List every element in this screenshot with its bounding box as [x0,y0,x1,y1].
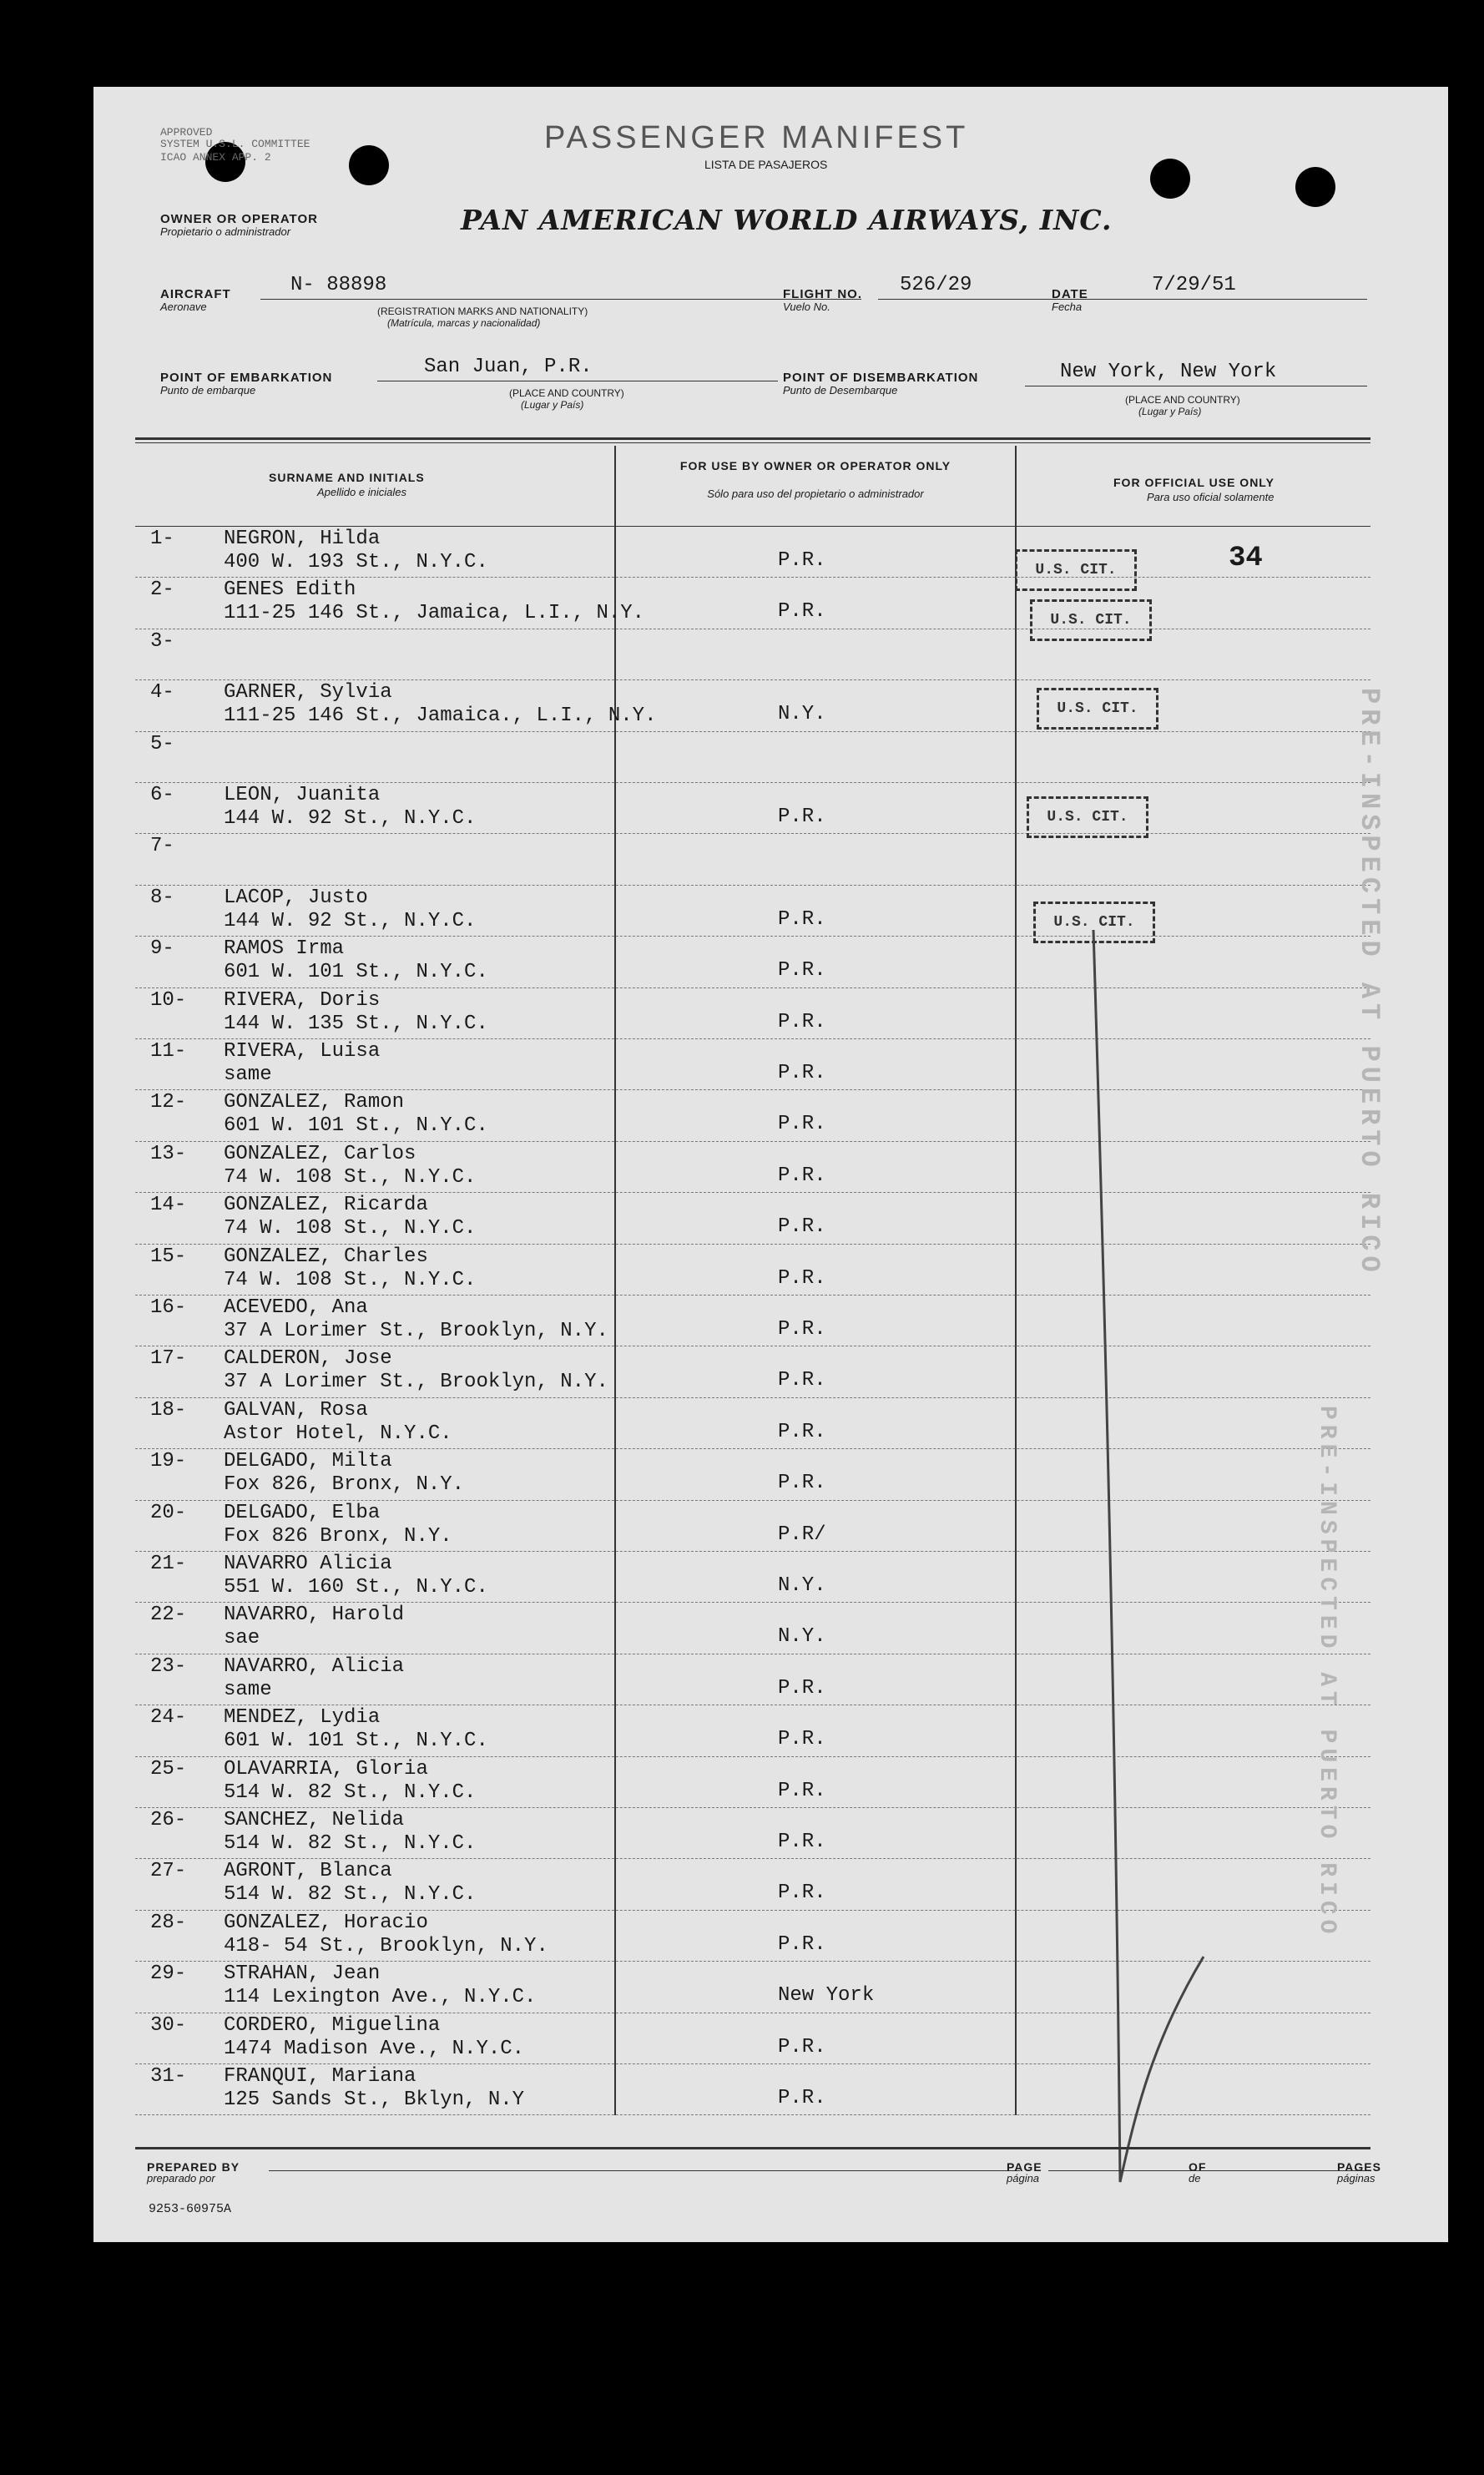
row-number: 21- [150,1553,187,1575]
disembark-label-es: Punto de Desembarque [783,384,898,397]
passenger-name: RAMOS Irma [224,937,345,961]
row-number: 2- [150,578,174,602]
pages-label: PAGES [1337,2160,1381,2174]
row-number: 11- [150,1040,187,1063]
passenger-address: 125 Sands St., Bklyn, N.Y [224,2089,525,2111]
passenger-destination: P.R. [778,2087,826,2109]
aircraft-value: N- 88898 [290,274,387,296]
embark-place-note: (PLACE AND COUNTRY) [509,387,624,399]
date-label-es: Fecha [1052,301,1083,313]
passenger-name: GALVAN, Rosa [224,1398,368,1422]
passenger-destination: P.R. [778,1062,826,1084]
col-header-surname: SURNAME AND INITIALS [269,471,425,484]
passenger-name: AGRONT, Blanca [224,1860,392,1883]
passenger-address: Fox 826, Bronx, N.Y. [224,1473,465,1497]
passenger-address: Astor Hotel, N.Y.C. [224,1422,452,1445]
row-number: 24- [150,1706,187,1730]
of-label-es: de [1189,2172,1201,2185]
passenger-destination: P.R. [778,806,826,828]
passenger-address: 400 W. 193 St., N.Y.C. [224,551,488,573]
row-number: 19- [150,1450,187,1473]
passenger-address: 37 A Lorimer St., Brooklyn, N.Y. [224,1371,608,1394]
date-label: DATE [1052,287,1088,301]
approval-line: ICAO ANNEX APP. 2 [160,151,271,164]
owner-label-es: Propietario o administrador [160,225,291,238]
prepared-by-label: PREPARED BY [147,2160,240,2174]
passenger-address: sae [224,1627,260,1650]
row-number: 3- [150,629,174,653]
disembark-place-note: (PLACE AND COUNTRY) [1125,394,1240,406]
passenger-destination: P.R. [778,1318,826,1341]
passenger-name: NEGRON, Hilda [224,528,381,550]
passenger-address: 114 Lexington Ave., N.Y.C. [224,1986,537,2009]
passenger-name: LEON, Juanita [224,784,381,806]
passenger-name: RIVERA, Luisa [224,1040,381,1063]
page-label: PAGE [1007,2160,1042,2174]
col-header-owner-use: FOR USE BY OWNER OR OPERATOR ONLY [679,459,951,472]
passenger-address: 514 W. 82 St., N.Y.C. [224,1832,477,1855]
aircraft-label-es: Aeronave [160,301,207,313]
passenger-name: CALDERON, Jose [224,1347,392,1371]
passenger-destination: P.R. [778,1113,826,1136]
passenger-name: GARNER, Sylvia [224,681,392,705]
passenger-name: FRANQUI, Mariana [224,2065,416,2088]
punch-hole [349,145,389,185]
col-header-official-es: Para uso oficial solamente [1147,491,1275,503]
row-divider [135,782,1370,783]
passenger-address: 74 W. 108 St., N.Y.C. [224,1165,477,1189]
aircraft-note: (REGISTRATION MARKS AND NATIONALITY) [377,306,588,317]
aircraft-label: AIRCRAFT [160,287,231,301]
passenger-address: 144 W. 92 St., N.Y.C. [224,807,477,830]
embark-value: San Juan, P.R. [424,356,593,378]
row-number: 23- [150,1654,187,1678]
passenger-name: RIVERA, Doris [224,988,381,1012]
disembark-place-note-es: (Lugar y País) [1138,406,1202,417]
passenger-name: NAVARRO, Harold [224,1604,405,1627]
passenger-destination: P.R. [778,1266,826,1290]
passenger-name: OLAVARRIA, Gloria [224,1757,428,1780]
approval-line: APPROVED [160,126,213,139]
passenger-name: MENDEZ, Lydia [224,1706,381,1730]
us-citizen-stamp: U.S. CIT. [1033,902,1155,943]
row-number: 15- [150,1245,187,1268]
operator-name: PAN AMERICAN WORLD AIRWAYS, INC. [461,204,1113,236]
col-header-official: FOR OFFICIAL USE ONLY [1113,476,1275,489]
us-citizen-stamp: U.S. CIT. [1030,599,1152,641]
embark-place-note-es: (Lugar y País) [521,399,584,411]
passenger-address: 37 A Lorimer St., Brooklyn, N.Y. [224,1320,608,1342]
preinspected-stamp: PRE-INSPECTED AT PUERTO RICO [1314,1406,1340,1939]
row-number: 8- [150,886,174,909]
passenger-name: GONZALEZ, Ramon [224,1091,405,1114]
row-number: 29- [150,1962,187,1986]
passenger-name: ACEVEDO, Ana [224,1296,368,1319]
passenger-address: 601 W. 101 St., N.Y.C. [224,1730,488,1753]
passenger-address: 601 W. 101 St., N.Y.C. [224,1114,488,1138]
passenger-name: NAVARRO Alicia [224,1553,392,1575]
approval-line: SYSTEM U.S.L. COMMITTEE [160,138,310,150]
passenger-address: 514 W. 82 St., N.Y.C. [224,1883,477,1907]
passenger-address: 111-25 146 St., Jamaica, L.I., N.Y. [224,602,645,625]
row-number: 27- [150,1860,187,1883]
of-label: OF [1189,2160,1207,2174]
passenger-address: 601 W. 101 St., N.Y.C. [224,961,488,984]
passenger-address: 111-25 146 St., Jamaica., L.I., N.Y. [224,705,657,728]
passenger-name: LACOP, Justo [224,886,368,909]
col-header-surname-es: Apellido e iniciales [317,486,406,498]
passenger-address: same [224,1678,272,1701]
passenger-address: 418- 54 St., Brooklyn, N.Y. [224,1934,548,1957]
passenger-name: DELGADO, Elba [224,1501,381,1524]
passenger-name: GONZALEZ, Carlos [224,1142,416,1165]
passenger-name: GONZALEZ, Horacio [224,1911,428,1934]
preinspected-stamp: PRE-INSPECTED AT PUERTO RICO [1354,688,1385,1277]
row-number: 13- [150,1142,187,1165]
passenger-destination: P.R. [778,1831,826,1853]
passenger-name: GONZALEZ, Ricarda [224,1194,428,1217]
us-citizen-stamp: U.S. CIT. [1027,796,1148,838]
row-number: 10- [150,988,187,1012]
manifest-subtitle: LISTA DE PASAJEROS [704,158,828,171]
row-divider [135,679,1370,680]
passenger-destination: P.R. [778,1010,826,1033]
date-value: 7/29/51 [1152,274,1236,296]
prepared-by-label-es: preparado por [147,2172,215,2185]
row-number: 26- [150,1809,187,1831]
embark-label-es: Punto de embarque [160,384,256,397]
punch-hole [1150,159,1190,199]
row-number: 6- [150,784,174,806]
passenger-destination: P.R. [778,1369,826,1392]
row-divider [135,577,1370,578]
passenger-destination: N.Y. [778,1625,826,1649]
passenger-address: Fox 826 Bronx, N.Y. [224,1524,452,1548]
passenger-count-mark: 34 [1229,543,1263,574]
passenger-destination: P.R/ [778,1523,826,1546]
row-number: 28- [150,1911,187,1934]
row-number: 9- [150,937,174,961]
row-number: 22- [150,1604,187,1627]
check-mark-line [1078,922,1329,2224]
passenger-address: 144 W. 92 St., N.Y.C. [224,909,477,932]
passenger-name: SANCHEZ, Nelida [224,1809,405,1831]
passenger-destination: P.R. [778,907,826,931]
passenger-destination: P.R. [778,959,826,982]
page-label-es: página [1007,2172,1040,2185]
row-number: 4- [150,681,174,705]
passenger-address: 74 W. 108 St., N.Y.C. [224,1268,477,1291]
passenger-destination: P.R. [778,1164,826,1187]
passenger-destination: New York [778,1984,875,2008]
passenger-destination: P.R. [778,1420,826,1443]
flight-label: FLIGHT NO. [783,287,862,301]
passenger-name: GENES Edith [224,578,356,602]
row-number: 14- [150,1194,187,1217]
passenger-address: same [224,1063,272,1086]
manifest-page [93,87,1448,2242]
passenger-destination: N.Y. [778,703,826,726]
embark-label: POINT OF EMBARKATION [160,371,333,385]
row-divider [135,885,1370,886]
pages-label-es: páginas [1337,2172,1375,2185]
form-code: 9253-60975A [149,2202,232,2216]
passenger-address: 1474 Madison Ave., N.Y.C. [224,2037,525,2060]
passenger-destination: P.R. [778,1882,826,1905]
passenger-destination: P.R. [778,1215,826,1239]
row-number: 31- [150,2065,187,2088]
passenger-destination: P.R. [778,1676,826,1700]
passenger-address: 514 W. 82 St., N.Y.C. [224,1780,477,1804]
passenger-destination: P.R. [778,1472,826,1495]
us-citizen-stamp: U.S. CIT. [1015,549,1137,591]
row-number: 7- [150,835,174,858]
passenger-name: NAVARRO, Alicia [224,1654,405,1678]
passenger-destination: P.R. [778,1728,826,1751]
aircraft-note-es: (Matrícula, marcas y nacionalidad) [387,317,541,329]
passenger-name: CORDERO, Miguelina [224,2013,441,2037]
flight-value: 526/29 [900,274,972,296]
row-number: 12- [150,1091,187,1114]
passenger-name: DELGADO, Milta [224,1450,392,1473]
punch-hole [1295,167,1335,207]
passenger-name: GONZALEZ, Charles [224,1245,428,1268]
passenger-address: 74 W. 108 St., N.Y.C. [224,1217,477,1240]
owner-label: OWNER OR OPERATOR [160,212,318,226]
manifest-title: PASSENGER MANIFEST [544,120,969,155]
passenger-address: 144 W. 135 St., N.Y.C. [224,1012,488,1035]
row-divider [135,833,1370,834]
passenger-destination: P.R. [778,549,826,572]
flight-label-es: Vuelo No. [783,301,830,313]
passenger-address: 551 W. 160 St., N.Y.C. [224,1576,488,1599]
row-divider [135,731,1370,732]
disembark-value: New York, New York [1060,361,1277,383]
row-number: 1- [150,528,174,550]
row-number: 25- [150,1757,187,1780]
row-number: 17- [150,1347,187,1371]
col-header-owner-use-es: Sólo para uso del propietario o administrador [707,487,924,500]
row-number: 30- [150,2013,187,2037]
passenger-destination: P.R. [778,1932,826,1956]
disembark-label: POINT OF DISEMBARKATION [783,371,979,385]
passenger-destination: N.Y. [778,1574,826,1597]
passenger-destination: P.R. [778,600,826,624]
passenger-destination: P.R. [778,1779,826,1802]
passenger-destination: P.R. [778,2035,826,2058]
us-citizen-stamp: U.S. CIT. [1037,688,1158,730]
row-number: 18- [150,1398,187,1422]
row-number: 20- [150,1501,187,1524]
row-number: 16- [150,1296,187,1319]
passenger-name: STRAHAN, Jean [224,1962,381,1986]
row-number: 5- [150,732,174,755]
